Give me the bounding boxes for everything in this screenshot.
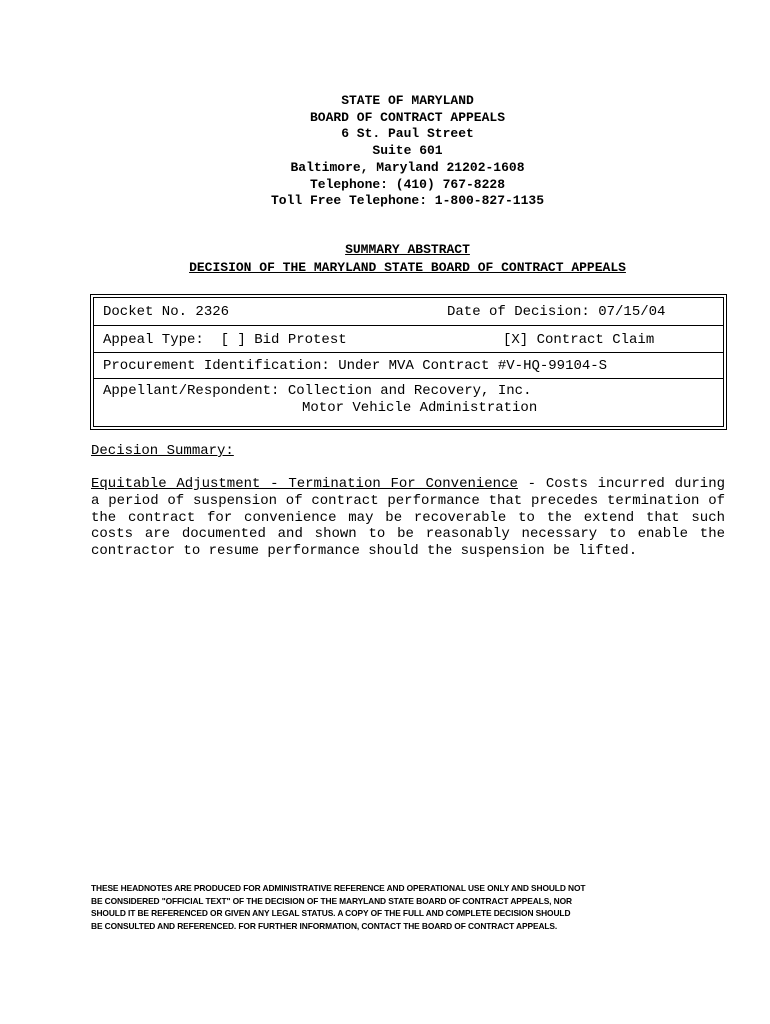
disclaimer-line-2: BE CONSIDERED "OFFICIAL TEXT" OF THE DECISION OF THE MARYLAND STATE BOARD OF CONTRACT APPEALS, NOR [91, 895, 572, 906]
disclaimer-line-3: SHOULD IT BE REFERENCED OR GIVEN ANY LEGAL STATUS. A COPY OF THE FULL AND COMPLETE DECISION SHOULD [91, 908, 571, 919]
header-line-telephone: Telephone: (410) 767-8228 [309, 176, 506, 192]
header-line-street: 6 St. Paul Street [341, 126, 474, 142]
header-line-toll-free: Toll Free Telephone: 1-800-827-1135 [270, 193, 545, 209]
date-of-decision: Date of Decision: 07/15/04 [447, 304, 666, 320]
docket-row [94, 298, 723, 326]
appellant: Appellant/Respondent: Collection and Recovery, Inc. [103, 383, 532, 399]
disclaimer-footer [91, 882, 691, 932]
header-line-suite: Suite 601 [372, 143, 443, 159]
respondent: Motor Vehicle Administration [302, 400, 538, 416]
docket-number: Docket No. 2326 [103, 304, 230, 320]
case-info-box [90, 294, 727, 430]
disclaimer-line-1: THESE HEADNOTES ARE PRODUCED FOR ADMINISTRATIVE REFERENCE AND OPERATIONAL USE ONLY AND SHOULD NOT [91, 883, 586, 893]
procurement-row [94, 353, 723, 379]
header-line-agency: STATE OF MARYLAND [341, 93, 474, 108]
case-info-inner [93, 297, 724, 427]
decision-summary-heading: Decision Summary: [91, 443, 234, 459]
abstract-heading [0, 241, 770, 276]
appeal-type-contract-claim: [X] Contract Claim [503, 332, 655, 348]
disclaimer-line-4: BE CONSULTED AND REFERENCED. FOR FURTHER INFORMATION, CONTACT THE BOARD OF CONTRACT APPEALS. [91, 920, 558, 931]
summary-body: - Costs incurred during a period of suspension of contract performance that precedes termination of the contract for convenience may be recoverable to the extend that such costs are documented and shown to be reasonably necessary to enable the contractor to resume performance should the suspension be lifted. [91, 476, 725, 560]
decision-summary-text [91, 476, 725, 560]
appeal-type-row [94, 326, 723, 353]
abstract-subtitle: DECISION OF THE MARYLAND STATE BOARD OF CONTRACT APPEALS [189, 259, 626, 275]
summary-topic: Equitable Adjustment - Termination For Convenience [91, 476, 518, 492]
letterhead [0, 93, 770, 210]
parties-row [94, 379, 723, 422]
abstract-title: SUMMARY ABSTRACT [345, 242, 470, 257]
procurement-identification: Procurement Identification: Under MVA Contract #V-HQ-99104-S [103, 358, 608, 374]
header-line-board: BOARD OF CONTRACT APPEALS [309, 109, 506, 125]
appeal-type-bid-protest: Appeal Type: [ ] Bid Protest [103, 332, 347, 348]
header-line-city: Baltimore, Maryland 21202-1608 [290, 159, 525, 175]
